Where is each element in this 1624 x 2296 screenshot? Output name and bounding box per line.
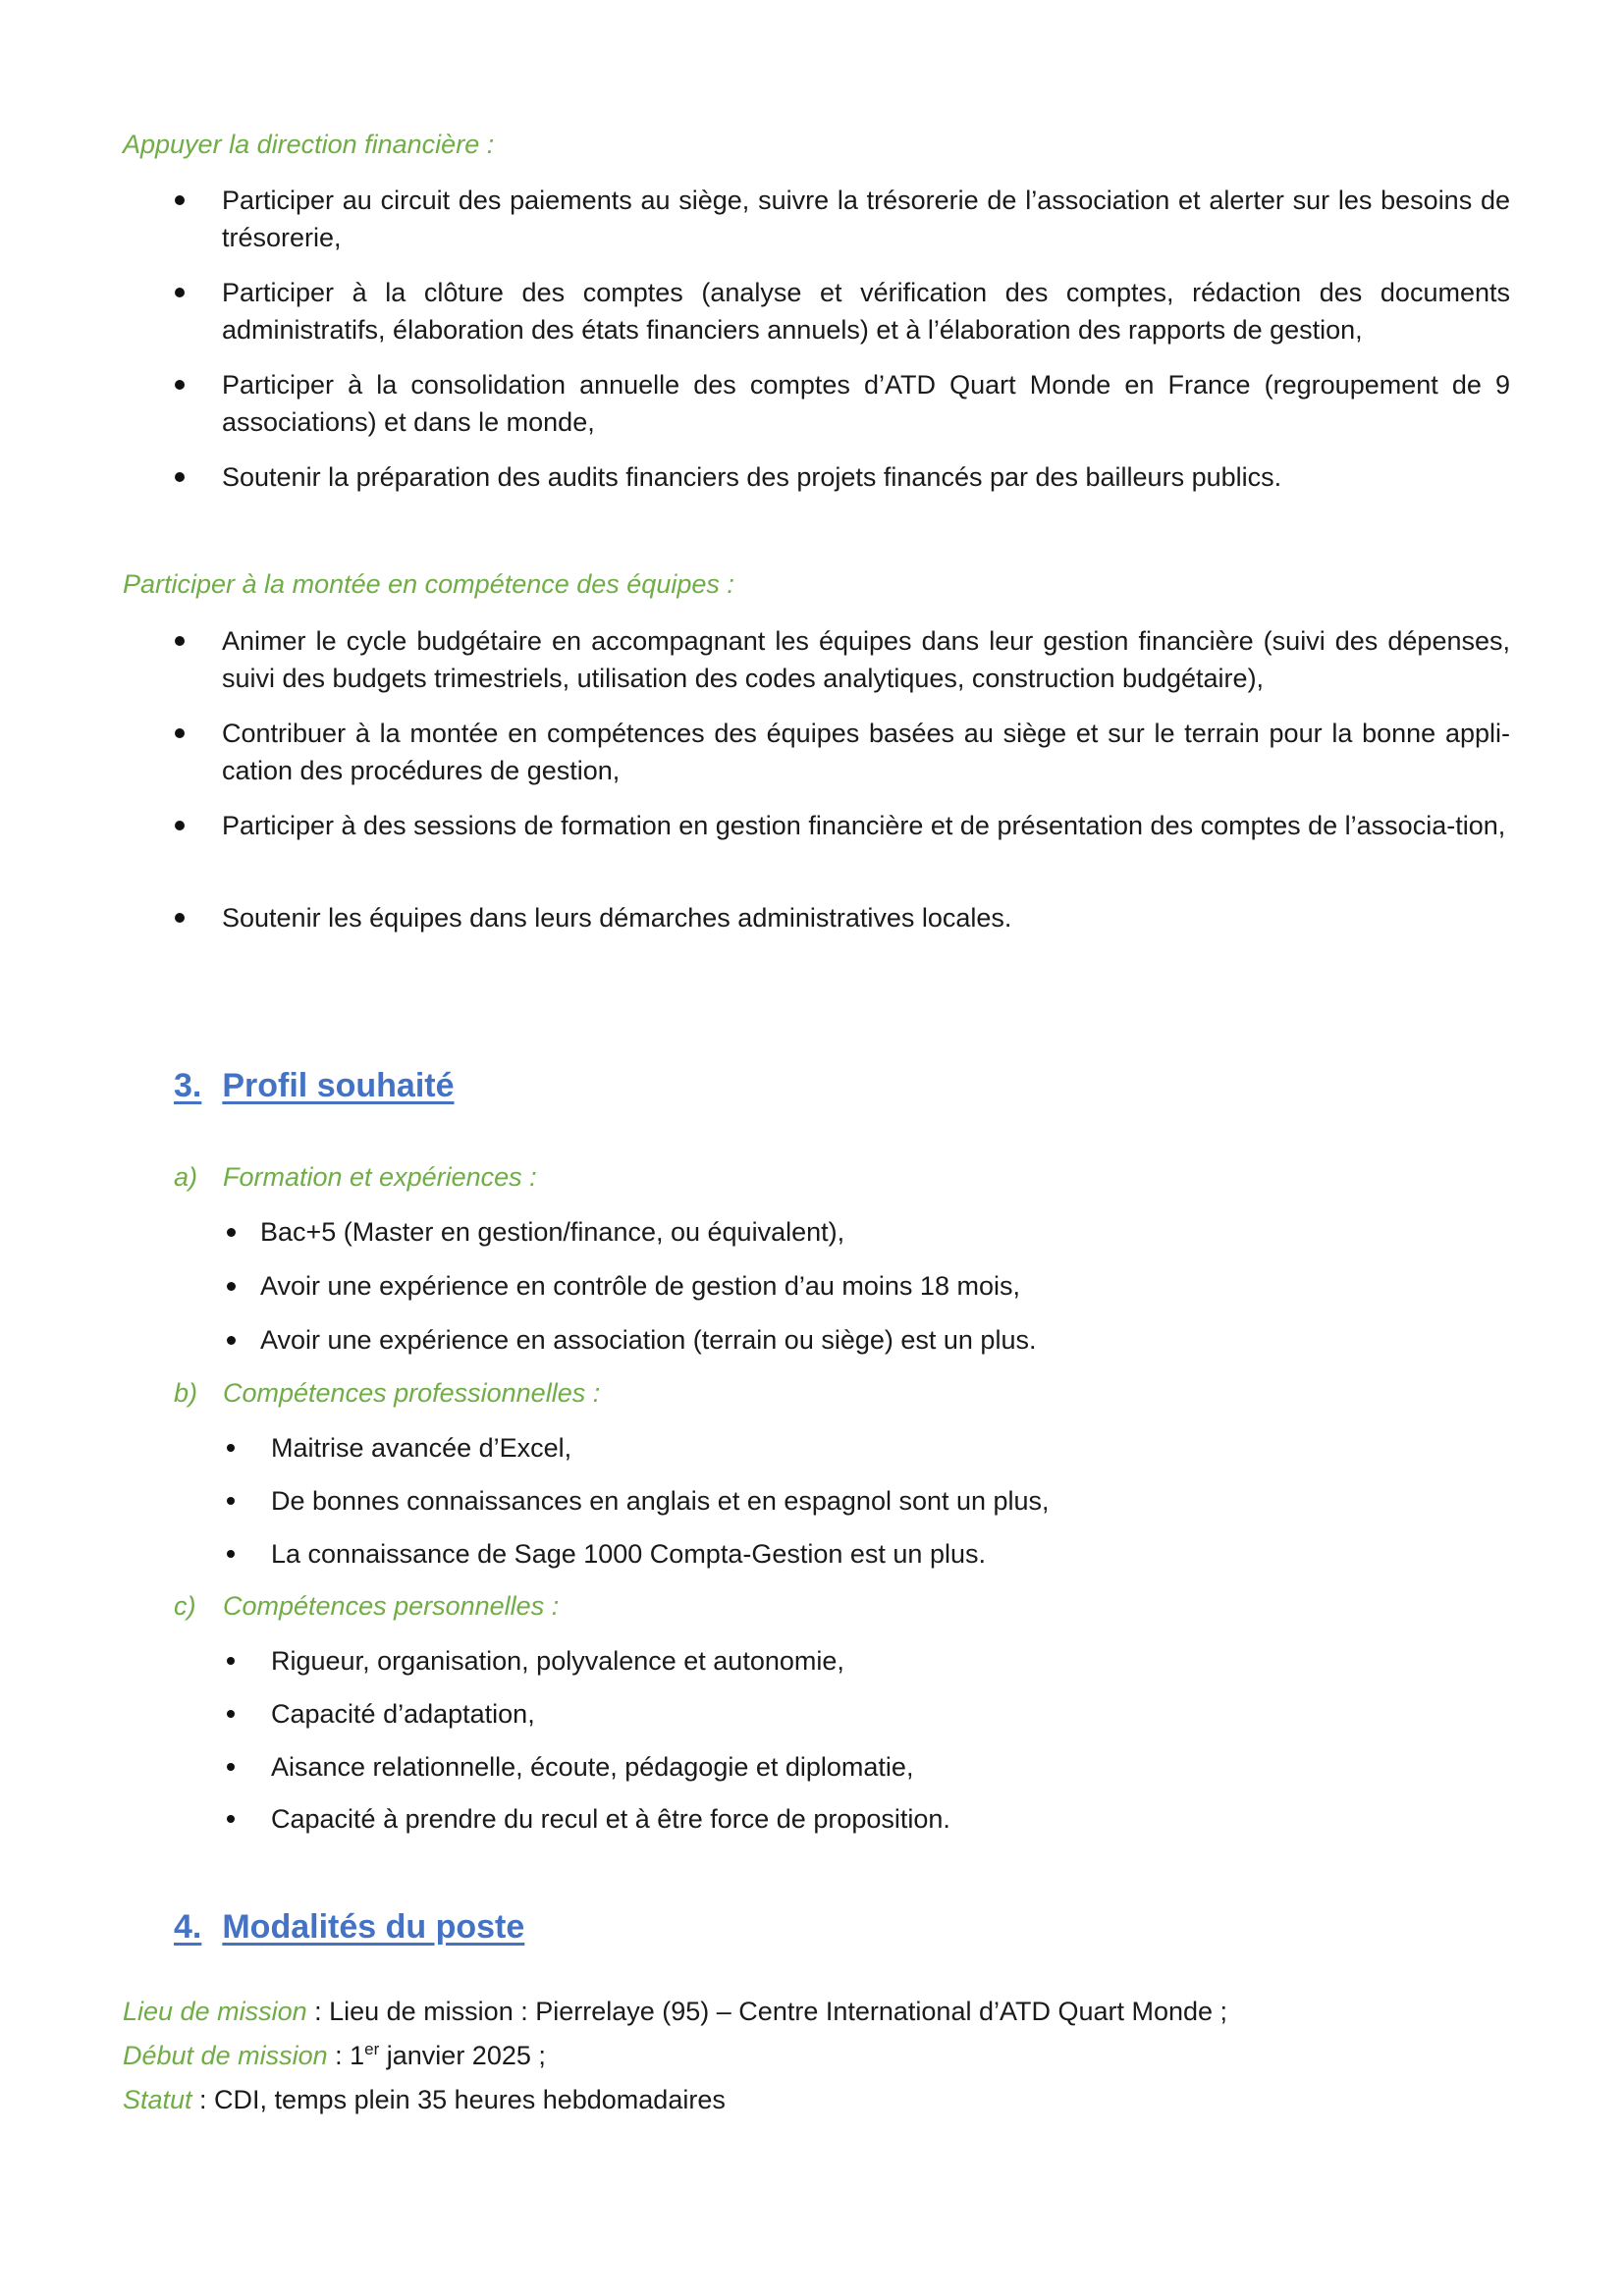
training-item-2: Avoir une expérience en contrôle de gestion d’au moins 18 mois, [260, 1271, 1020, 1301]
bullet-icon [175, 821, 185, 830]
sub-title: Compétences personnelles : [223, 1591, 560, 1621]
bullet-icon [227, 1763, 235, 1771]
sub-title: Compétences professionnelles : [223, 1378, 601, 1408]
teams-item-4: Soutenir les équipes dans leurs démarches administratives locales. [222, 903, 1012, 933]
personal-skill-item-2: Capacité d’adaptation, [271, 1699, 535, 1729]
start-prefix: : 1 [327, 2041, 365, 2070]
teams-item-3: Participer à des sessions de formation en gestion financière et de présentation des comptes de l’associa-tion, [222, 811, 1506, 840]
bullet-icon [227, 1228, 236, 1237]
bullet-icon [227, 1657, 235, 1665]
personal-skill-item-3: Aisance relationnelle, écoute, pédagogie et diplomatie, [271, 1752, 914, 1782]
teams-item-2: Contribuer à la montée en compétences des équipes basées au siège et sur le terrain pour la bonne appli-cation des procédures de gestion, [222, 719, 1510, 785]
pro-skill-item-1: Maitrise avancée d’Excel, [271, 1433, 572, 1463]
bullet-icon [227, 1815, 235, 1823]
finance-item-1: Participer au circuit des paiements au siège, suivre la trésorerie de l’association et alerter sur les besoins de trésorerie, [222, 186, 1510, 252]
subheading-c [174, 1587, 559, 1625]
heading-terms [174, 1906, 524, 1948]
sub-letter: a) [174, 1162, 198, 1192]
bullet-icon [175, 728, 185, 738]
bullet-icon [175, 636, 185, 646]
status-label: Statut [123, 2085, 192, 2114]
bullet-icon [227, 1497, 235, 1505]
bullet-icon [175, 288, 185, 297]
bullet-icon [175, 195, 185, 205]
heading-title: Profil souhaité [222, 1067, 455, 1104]
personal-skill-item-1: Rigueur, organisation, polyvalence et autonomie, [271, 1646, 844, 1676]
subheading-finance: Appuyer la direction financière : [123, 130, 495, 159]
heading-title: Modalités du poste [222, 1908, 525, 1946]
location-value: : Lieu de mission : Pierrelaye (95) – Centre International d’ATD Quart Monde ; [306, 1997, 1228, 2026]
bullet-icon [175, 380, 185, 390]
heading-profile [174, 1065, 455, 1106]
bullet-icon [227, 1282, 236, 1291]
bullet-icon [227, 1444, 235, 1452]
bullet-icon [227, 1550, 235, 1558]
status-line [123, 2081, 726, 2118]
location-line [123, 1993, 1227, 2030]
location-label: Lieu de mission [123, 1997, 307, 2026]
start-line [123, 2037, 546, 2074]
finance-item-2: Participer à la clôture des comptes (analyse et vérification des comptes, rédaction des documents administratifs, élaboration des états financiers annuels) et à l’élaboration des rapports de gestion, [222, 278, 1510, 345]
subheading-a [174, 1158, 537, 1196]
start-suffix: janvier 2025 ; [379, 2041, 546, 2070]
heading-number: 4. [174, 1908, 202, 1946]
sub-letter: b) [174, 1378, 198, 1408]
bullet-icon [175, 472, 185, 482]
start-superscript: er [364, 2040, 380, 2058]
bullet-icon [175, 913, 185, 923]
subheading-b [174, 1374, 600, 1412]
bullet-icon [227, 1336, 236, 1345]
training-item-1: Bac+5 (Master en gestion/finance, ou équivalent), [260, 1217, 845, 1247]
sub-letter: c) [174, 1591, 196, 1621]
pro-skill-item-3: La connaissance de Sage 1000 Compta-Gestion est un plus. [271, 1539, 986, 1569]
personal-skill-item-4: Capacité à prendre du recul et à être force de proposition. [271, 1804, 950, 1834]
finance-item-4: Soutenir la préparation des audits financiers des projets financés par des bailleurs publics. [222, 462, 1282, 492]
status-value: : CDI, temps plein 35 heures hebdomadaires [191, 2085, 726, 2114]
pro-skill-item-2: De bonnes connaissances en anglais et en espagnol sont un plus, [271, 1486, 1050, 1516]
training-item-3: Avoir une expérience en association (terrain ou siège) est un plus. [260, 1325, 1037, 1355]
start-label: Début de mission [123, 2041, 328, 2070]
teams-item-1: Animer le cycle budgétaire en accompagnant les équipes dans leur gestion financière (suivi des dépenses, suivi des budgets trimestriels, utilisation des codes analytiques, construction budgétaire), [222, 626, 1510, 693]
subheading-teams: Participer à la montée en compétence des équipes : [123, 569, 734, 599]
bullet-icon [227, 1710, 235, 1718]
heading-number: 3. [174, 1067, 202, 1104]
sub-title: Formation et expériences : [223, 1162, 537, 1192]
finance-item-3: Participer à la consolidation annuelle des comptes d’ATD Quart Monde en France (regroupement de 9 associations) et dans le monde, [222, 370, 1510, 437]
